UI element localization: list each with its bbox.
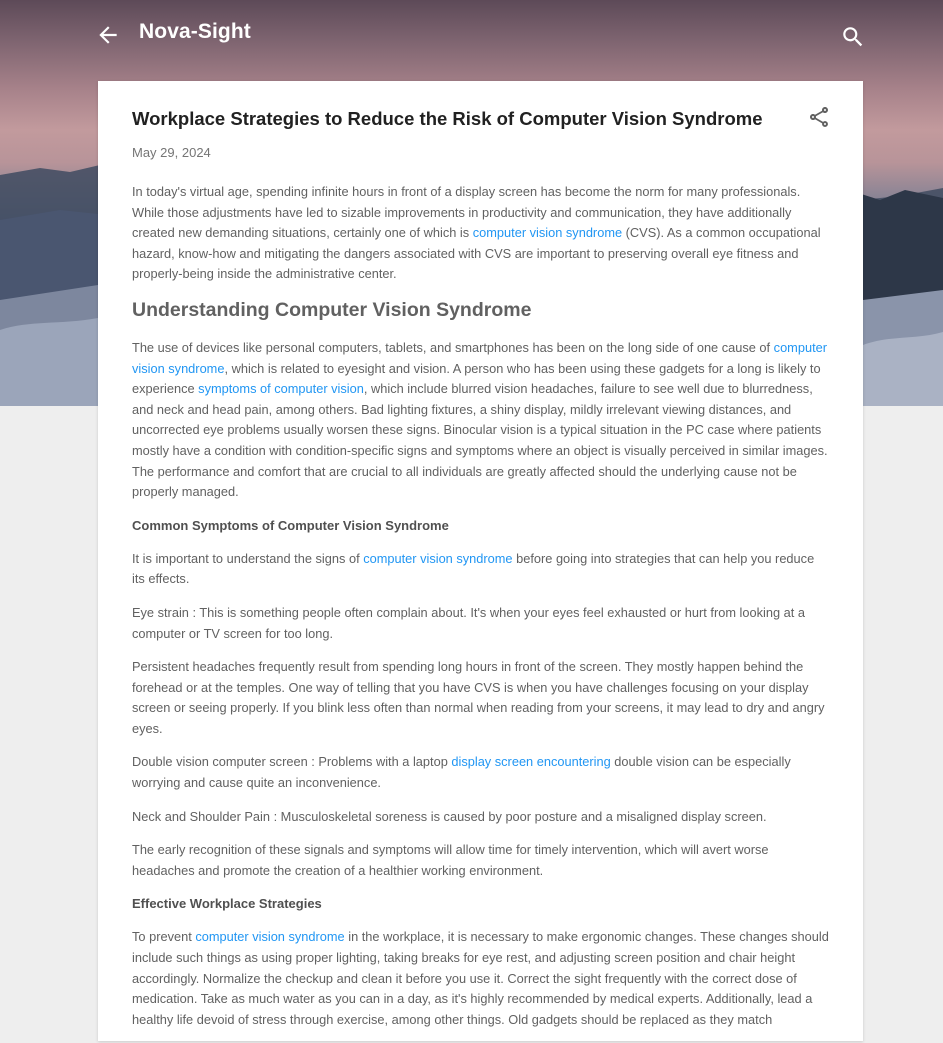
symptoms-intro-text-1: It is important to understand the signs of — [132, 550, 364, 566]
share-button[interactable] — [807, 105, 831, 129]
early-recognition-paragraph: The early recognition of these signals and symptoms will allow time for timely intervention, which will avert worse headaches and promote the creation of a healthier working environment. — [132, 842, 769, 878]
strategies-cvs-link[interactable]: computer vision syndrome — [195, 929, 345, 945]
understanding-paragraph — [132, 338, 830, 503]
post-title: Workplace Strategies to Reduce the Risk of Computer Vision Syndrome — [132, 108, 763, 129]
strategies-paragraph — [132, 927, 830, 1030]
heading-strategies: Effective Workplace Strategies — [132, 896, 322, 912]
strategies-text-1: To prevent — [132, 929, 196, 945]
headaches-paragraph: Persistent headaches frequently result from spending long hours in front of the screen. They mostly happen behind the forehead or at the temples. One way of telling that you have CVS is when you have challenges focusing on your display screen or seeing properly. If you blink less often than normal when reading from your screens, it may lead to dry and angry eyes. — [132, 659, 825, 736]
search-icon — [840, 24, 866, 50]
intro-cvs-link[interactable]: computer vision syndrome — [472, 225, 623, 241]
double-vision-text-2: double vision can be especially worrying and cause quite an inconvenience. — [132, 754, 791, 791]
symptoms-cvs-link[interactable]: computer vision syndrome — [363, 550, 513, 566]
intro-text-2: (CVS). As a common occupational hazard, know-how and mitigating the dangers associated with CVS are important to preserving overall eye fitness and properly-being inside the administrative center. — [132, 225, 821, 282]
display-screen-link[interactable]: display screen encountering — [451, 754, 611, 770]
share-icon — [807, 105, 831, 129]
intro-text-1: In today's virtual age, spending infinite hours in front of a display screen has become the norm for many professionals. While those adjustments have led to sizable improvements in productivity and communication, they have additionally created new demanding situations, certainly one of which is — [132, 184, 801, 241]
top-app-bar — [0, 0, 943, 72]
strategies-text-2: in the workplace, it is necessary to make ergonomic changes. These changes should include such things as using proper lighting, taking breaks for eye rest, and adjusting screen position and chair height accordingly. Normalize the checkup and clean it before you use it. Correct the sight frequently with the correct dose of medication. Take as much water as you can in a day, as it's highly recommended by medical experts. Additionally, lead a healthy life devoid of stress through exercise, among other things. Old gadgets should be replaced as they match — [132, 929, 829, 1027]
understanding-text-1: The use of devices like personal computers, tablets, and smartphones has been on the long side of one cause of — [132, 339, 774, 355]
heading-symptoms: Common Symptoms of Computer Vision Syndrome — [132, 517, 449, 533]
understanding-text-2: , which is related to eyesight and vision. A person who has been using these gadgets for a long is likely to experience — [132, 360, 821, 397]
symptoms-intro-text-2: before going into strategies that can help you reduce its effects. — [132, 550, 815, 587]
eye-strain-paragraph: Eye strain : This is something people often complain about. It's when your eyes feel exhausted or hurt from looking at a computer or TV screen for too long. — [132, 604, 805, 641]
post-date: May 29, 2024 — [132, 145, 211, 160]
back-button[interactable] — [95, 22, 121, 48]
double-vision-paragraph — [132, 752, 830, 793]
double-vision-text-1: Double vision computer screen : Problems with a laptop — [132, 754, 452, 770]
search-button[interactable] — [840, 24, 866, 50]
arrow-back-icon — [95, 22, 121, 48]
symptoms-link[interactable]: symptoms of computer vision — [198, 381, 364, 397]
symptoms-intro-paragraph — [132, 549, 830, 590]
post-card — [98, 81, 863, 1041]
intro-paragraph — [132, 182, 830, 285]
understanding-cvs-link[interactable]: computer vision syndrome — [132, 339, 828, 376]
understanding-text-3: , which include blurred vision headaches, failure to see well due to blurredness, and neck and head pain, among others. Bad lighting fixtures, a shiny display, mildly irrelevant viewing distances, and uncorrected eye problems usually worsen these signs. Binocular vision is a typical situation in the PC case where patients mostly have a condition with condition-specific signs and symptoms where an object is visually perceived in similar images. The performance and comfort that are crucial to all individuals are greatly affected should the underlying cause not be properly managed. — [132, 381, 828, 500]
neck-pain-paragraph: Neck and Shoulder Pain : Musculoskeletal soreness is caused by poor posture and a misaligned display screen. — [132, 808, 767, 824]
site-title[interactable]: Nova-Sight — [139, 20, 251, 43]
heading-understanding: Understanding Computer Vision Syndrome — [132, 298, 532, 321]
post-body — [132, 182, 830, 1043]
